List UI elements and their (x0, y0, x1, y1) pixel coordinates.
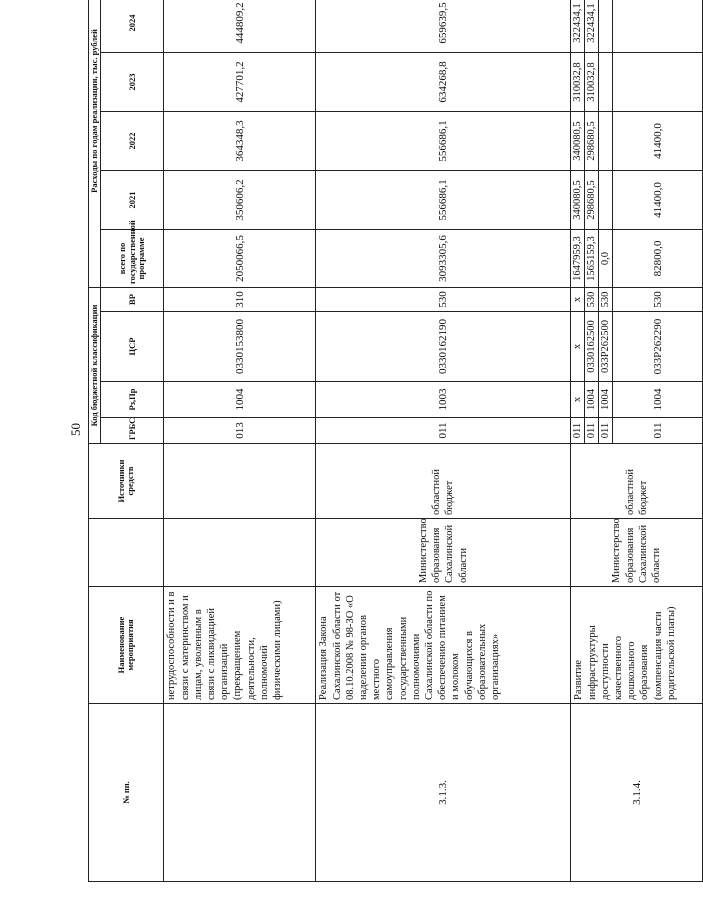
header-total: всего по государственной программе (101, 230, 164, 288)
csr-code: 0330162190 (316, 312, 571, 382)
header-year-2021: 2021 (101, 171, 164, 230)
header-year-2023: 2023 (101, 53, 164, 112)
responsible-executor (164, 519, 316, 587)
budget-table (88, 0, 703, 882)
funding-source: областной бюджет (316, 444, 571, 519)
value-2023: 310032,8 (585, 53, 599, 112)
value-2021: 298680,5 (585, 171, 599, 230)
funding-source: областной бюджет (571, 444, 703, 519)
value-2024: 322434,1 (585, 0, 599, 53)
row-number (164, 704, 316, 882)
total-value: 1565159,3 (585, 230, 599, 288)
value-2021: 41400,0 (613, 171, 703, 230)
header-vr: ВР (101, 288, 164, 312)
rzpr-code: 1004 (164, 382, 316, 418)
value-2022 (599, 112, 613, 171)
header-source: Источники средств (89, 444, 164, 519)
row-number: 3.1.4. (571, 704, 703, 882)
header-responsible (89, 519, 164, 587)
page-number: 50 (68, 423, 83, 436)
header-code-group: Код бюджетной классификации (89, 288, 101, 444)
grbs-code: 011 (571, 418, 585, 444)
rzpr-code: 1004 (585, 382, 599, 418)
header-year-2024: 2024 (101, 0, 164, 53)
header-year-2022: 2022 (101, 112, 164, 171)
vr-code: 530 (585, 288, 599, 312)
measure-name: Реализация Закона Сахалинской области от 08.10.2008 № 98-ЗО «О наделении органов местного самоуправления государственными полномочиями Сахалинской области по обеспечению питанием и молоком обучающихся в образовательных организациях» (316, 587, 571, 704)
vr-code: 310 (164, 288, 316, 312)
value-2022: 340080,5 (571, 112, 585, 171)
csr-code: 033P262500 (599, 312, 613, 382)
value-2021: 350606,2 (164, 171, 316, 230)
vr-code: 530 (316, 288, 571, 312)
value-2024: 444809,2 (164, 0, 316, 53)
value-2024 (599, 0, 613, 53)
header-rzpr: Рз,Пр (101, 382, 164, 418)
value-2023: 310032,8 (571, 53, 585, 112)
table-row (164, 0, 316, 882)
value-2023: 634268,8 (316, 53, 571, 112)
value-2023: 427701,2 (164, 53, 316, 112)
grbs-code: 011 (316, 418, 571, 444)
grbs-code: 011 (599, 418, 613, 444)
value-2024: 659639,5 (316, 0, 571, 53)
grbs-code: 011 (613, 418, 703, 444)
measure-name: Развитие инфраструктуры доступности качественного дошкольного образования (компенсация части родительской платы) (571, 587, 703, 704)
total-value: 2050066,5 (164, 230, 316, 288)
row-number: 3.1.3. (316, 704, 571, 882)
header-expenses-group: Расходы по годам реализации, тыс. рублей (89, 0, 101, 288)
value-2021 (599, 171, 613, 230)
value-2022: 298680,5 (585, 112, 599, 171)
funding-source (164, 444, 316, 519)
rotated-table-container (88, 2, 677, 882)
vr-code: 530 (613, 288, 703, 312)
header-grbs: ГРБС (101, 418, 164, 444)
value-2022: 364348,3 (164, 112, 316, 171)
header-row-1 (89, 0, 101, 882)
value-2021: 556686,1 (316, 171, 571, 230)
vr-code: 530 (599, 288, 613, 312)
measure-name: нетрудоспособности и в связи с материнством и лицам, уволенным в связи с ликвидацией организаций (прекращением деятельности, полномочий физическими лицами) (164, 587, 316, 704)
header-no: № пп. (89, 704, 164, 882)
csr-code: 0330153800 (164, 312, 316, 382)
csr-code: 033P262290 (613, 312, 703, 382)
table-row (571, 0, 585, 882)
total-value: 0,0 (599, 230, 613, 288)
total-value: 3093305,6 (316, 230, 571, 288)
rzpr-code: 1004 (613, 382, 703, 418)
header-csr: ЦСР (101, 312, 164, 382)
vr-code: х (571, 288, 585, 312)
value-2023 (613, 53, 703, 112)
rzpr-code: 1004 (599, 382, 613, 418)
grbs-code: 011 (585, 418, 599, 444)
total-value: 82800,0 (613, 230, 703, 288)
responsible-executor: Министерство образования Сахалинской области (571, 519, 703, 587)
rzpr-code: 1003 (316, 382, 571, 418)
header-name: Наименование мероприятия (89, 587, 164, 704)
value-2024 (613, 0, 703, 53)
table-row (316, 0, 571, 882)
value-2021: 340080,5 (571, 171, 585, 230)
rzpr-code: х (571, 382, 585, 418)
grbs-code: 013 (164, 418, 316, 444)
responsible-executor: Министерство образования Сахалинской области (316, 519, 571, 587)
value-2024: 322434,1 (571, 0, 585, 53)
csr-code: 0330162500 (585, 312, 599, 382)
value-2022: 41400,0 (613, 112, 703, 171)
total-value: 1647959,3 (571, 230, 585, 288)
value-2022: 556686,1 (316, 112, 571, 171)
csr-code: х (571, 312, 585, 382)
value-2023 (599, 53, 613, 112)
